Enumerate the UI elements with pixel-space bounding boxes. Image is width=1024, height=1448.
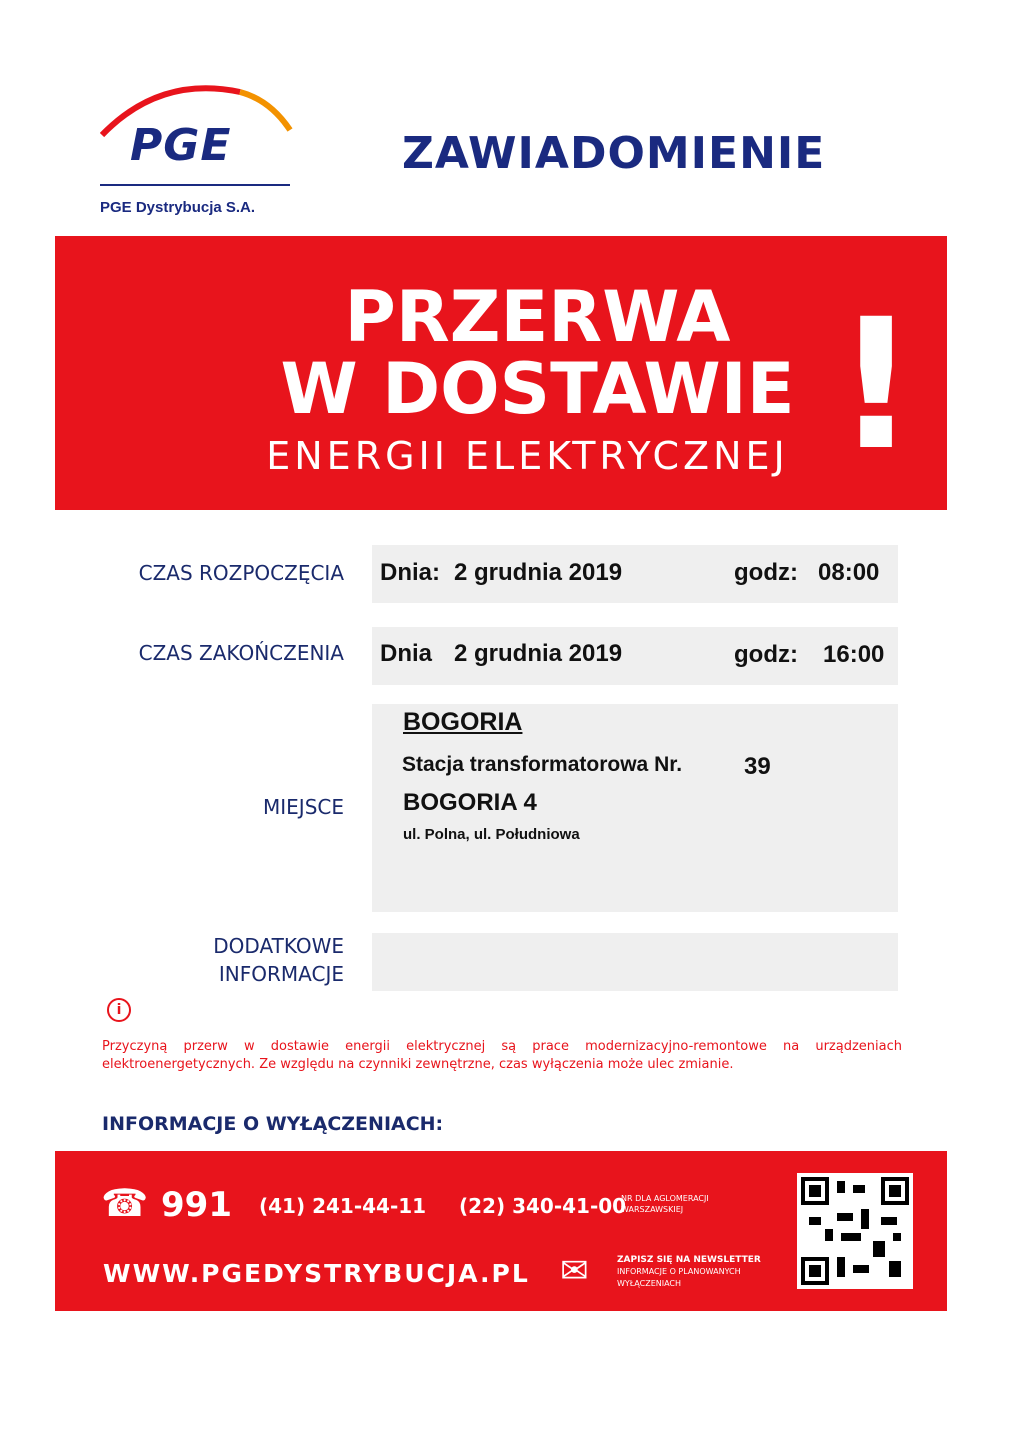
station-name: BOGORIA 4: [403, 789, 537, 816]
phone-1: (41) 241-44-11: [259, 1194, 427, 1218]
end-hour: 16:00: [823, 641, 885, 668]
place-label: MIEJSCE: [263, 795, 344, 819]
newsletter-title: ZAPISZ SIĘ NA NEWSLETTER: [617, 1255, 761, 1265]
qr-code: [797, 1173, 913, 1289]
outage-banner: [55, 236, 947, 510]
website-link[interactable]: WWW.PGEDYSTRYBUCJA.PL: [103, 1259, 530, 1288]
start-date: 2 grudnia 2019: [454, 559, 623, 586]
end-field: [372, 627, 898, 685]
end-date: 2 grudnia 2019: [454, 640, 623, 667]
newsletter[interactable]: [617, 1254, 761, 1290]
end-hour-label: godz:: [734, 641, 798, 668]
start-day-label: Dnia:: [380, 559, 440, 586]
emergency-number: 991: [161, 1185, 232, 1225]
info-heading: INFORMACJE O WYŁĄCZENIACH:: [102, 1113, 444, 1135]
station-label: Stacja transformatorowa Nr.: [402, 753, 683, 776]
info-icon: i: [107, 998, 131, 1022]
start-hour-label: godz:: [734, 559, 798, 586]
phone-2-note: [621, 1193, 709, 1215]
logo: PGE: [130, 120, 232, 171]
banner-line-3: ENERGII ELEKTRYCZNEJ: [266, 434, 789, 478]
envelope-icon: ✉: [560, 1251, 589, 1291]
streets: ul. Polna, ul. Południowa: [403, 826, 580, 843]
start-hour: 08:00: [818, 559, 880, 586]
disclaimer-note: Przyczyną przerw w dostawie energii elektrycznej są prace modernizacyjno-remontowe na urządzeniach elektroenergetycznych. Ze względu na czynniki zewnętrzne, czas wyłączenia może ulec zmianie.: [102, 1039, 902, 1072]
phone-2-note-2: WARSZAWSKIEJ: [621, 1205, 684, 1214]
extra-info-label: [14, 932, 344, 988]
phone-2: (22) 340-41-00: [459, 1194, 627, 1218]
page-title: ZAWIADOMIENIE: [402, 128, 826, 179]
phone-icon: ☎: [101, 1181, 149, 1225]
place-field: [372, 704, 898, 912]
newsletter-sub-1: INFORMACJE O PLANOWANYCH: [617, 1267, 741, 1276]
exclamation-icon: !: [835, 281, 918, 490]
place-town: BOGORIA: [403, 708, 523, 736]
start-label: CZAS ROZPOCZĘCIA: [138, 561, 344, 585]
end-day-label: Dnia: [380, 640, 433, 667]
start-field: [372, 545, 898, 603]
extra-label-1: DODATKOWE: [213, 934, 344, 958]
newsletter-sub-2: WYŁĄCZENIACH: [617, 1279, 682, 1288]
banner-line-1: PRZERWA: [344, 276, 731, 358]
banner-line-2: W DOSTAWIE: [280, 348, 795, 430]
station-number: 39: [744, 753, 771, 780]
extra-info-field: [372, 933, 898, 991]
logo-divider: [100, 184, 290, 186]
phone-2-note-1: NR DLA AGLOMERACJI: [621, 1194, 709, 1203]
company-name: PGE Dystrybucja S.A.: [100, 199, 256, 216]
extra-label-2: INFORMACJE: [218, 962, 344, 986]
contact-footer: [55, 1151, 947, 1311]
end-label: CZAS ZAKOŃCZENIA: [138, 641, 344, 665]
